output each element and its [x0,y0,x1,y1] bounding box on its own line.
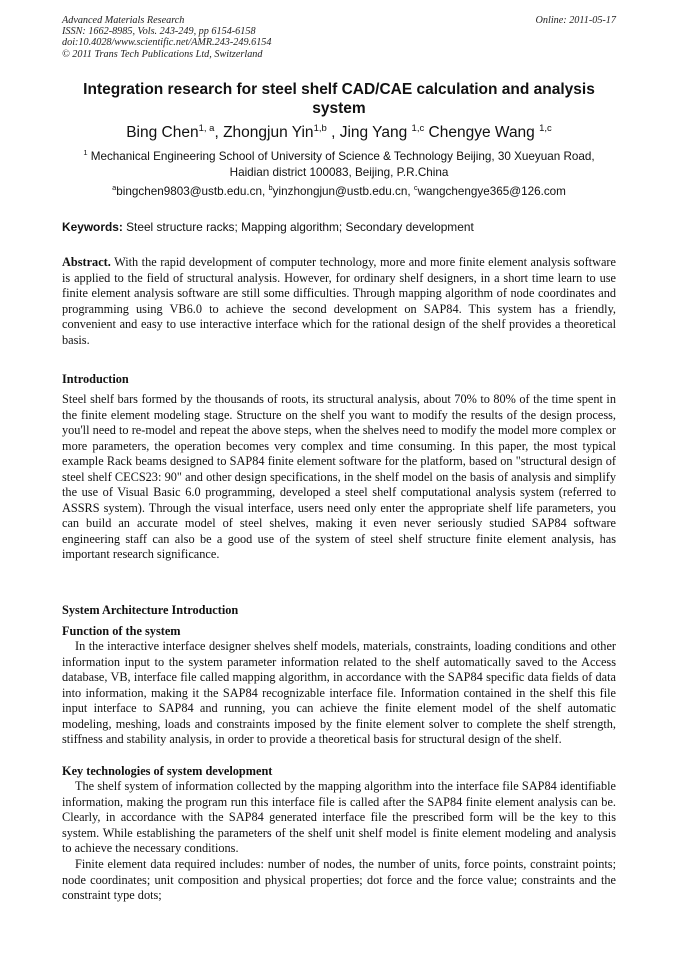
author-name: Jing Yang [339,124,412,141]
finite-element-data-paragraph: Finite element data required includes: number of nodes, the number of units, force points, constraint points; node coordinates; unit composition and physical properties; dot force and the force value; constraints and the constraint type dots; [62,857,616,902]
key-technologies-paragraph: The shelf system of information collected by the mapping algorithm into the interface file SAP84 identifiable information, making the program run this interface file is called after the SAP84 finite element analysis can be. Clearly, in accordance with the SAP84 generated interface file the prescribed form will be the key to this system. While establishing the parameters of the shelf unit shelf model is finite element modeling and analysis to achieve the necessary conditions. [62,779,616,855]
email-address: yinzhongjun@ustb.edu.cn [272,185,408,198]
function-subheading: Function of the system [62,624,181,638]
keywords-label: Keywords: [62,220,123,234]
key-technologies-subheading: Key technologies of system development [62,764,273,778]
issn-line: ISSN: 1662-8985, Vols. 243-249, pp 6154-6158 [62,26,256,38]
keywords-text: Steel structure racks; Mapping algorithm; Secondary development [122,220,474,234]
email-separator: , [407,185,414,198]
copyright-line: © 2011 Trans Tech Publications Ltd, Switzerland [62,48,263,60]
author-separator: , [326,124,340,141]
affiliation-mark: 1 [83,148,88,157]
abstract-label: Abstract. [62,255,111,269]
online-date: Online: 2011-05-17 [535,15,616,26]
email-list [62,185,616,199]
author-affil-mark: 1,c [539,123,552,134]
paper-title: Integration research for steel shelf CAD/CAE calculation and analysis system [83,81,595,117]
author-affil-mark: 1, a [198,123,215,134]
author-separator: , [214,124,224,141]
abstract [62,255,616,348]
author-affil-mark: 1,b [313,123,327,134]
email-address: wangchengye365@126.com [417,185,566,198]
author-name: Bing Chen [126,124,199,141]
author-affil-mark: 1,c [411,123,425,134]
email-mark: a [112,183,117,192]
journal-header [62,15,616,60]
keywords [62,220,616,234]
author-list [62,123,616,142]
email-separator: , [261,185,269,198]
introduction-heading: Introduction [62,372,129,386]
abstract-text: With the rapid development of computer technology, more and more finite element analysis software is applied to the field of structural analysis. However, for ordinary shelf designers, in a short time learn to use finite element analysis software are still some difficulties. Through mapping algorithm of node coordinates and programming using VB6.0 to achieve the second development on SAP84. This system has a friendly, convenient and easy to use interactive interface which for the rational design of the shelf provides a theoretical basis. [62,255,616,347]
author-name: Zhongjun Yin [223,124,314,141]
journal-name: Advanced Materials Research [62,15,185,26]
function-paragraph: In the interactive interface designer shelves shelf models, materials, constraints, loading conditions and other information input to the system parameter information related to the shelf automatically saved to the Access database, VB, interface file called mapping algorithm, in accordance with the SAP84 specific data fields of data into information, making it the SAP84 recognizable interface file. Information contained in the shelf this file input interface to SAP84 and running, you can achieve the finite element model of the shelf automatic modeling, meshing, loads and constraints imposed by the finite element solver to complete the shelf strength, stiffness and stability analysis, in order to provide a theoretical basis for structural design of the shelf. [62,639,616,746]
architecture-heading: System Architecture Introduction [62,603,239,617]
affiliation-text: Mechanical Engineering School of University of Science & Technology Beijing, 30 Xueyuan Road, Haidian district 100083, Beijing, P.R.China [87,150,595,179]
introduction-paragraph: Steel shelf bars formed by the thousands of roots, its structural analysis, about 70% to 80% of the time spent in the finite element modeling stage. Structure on the shelf you want to modify the results of the design process, you'll need to re-model and repeat the above steps, when the shelves need to modify the model more complex or more parameters, the operation becomes very complex and time consuming. In this paper, the most typical example Rack beams designed to SAP84 finite element software for the platform, based on "structural design of steel shelf CECS23: 90" and other design specifications, in the shelf model on the basis of analysis and simplify the use of Visual Basic 6.0 programming, developed a steel shelf computational analysis system (referred to ASSRS system). Through the visual interface, users need only enter the appropriate shelf life parameters, you can build an accurate model of steel shelves, making it even never seriously studied SAP84 software engineering staff can also be a good use of the system of steel shelf structure finite element analysis, has important research significance. [62,392,616,561]
email-mark: b [268,183,273,192]
affiliation [62,149,616,181]
email-mark: c [413,183,418,192]
email-address: bingchen9803@ustb.edu.cn [116,185,262,198]
doi-line: doi:10.4028/www.scientific.net/AMR.243-249.6154 [62,37,272,49]
author-name: Chengye Wang [428,124,540,141]
